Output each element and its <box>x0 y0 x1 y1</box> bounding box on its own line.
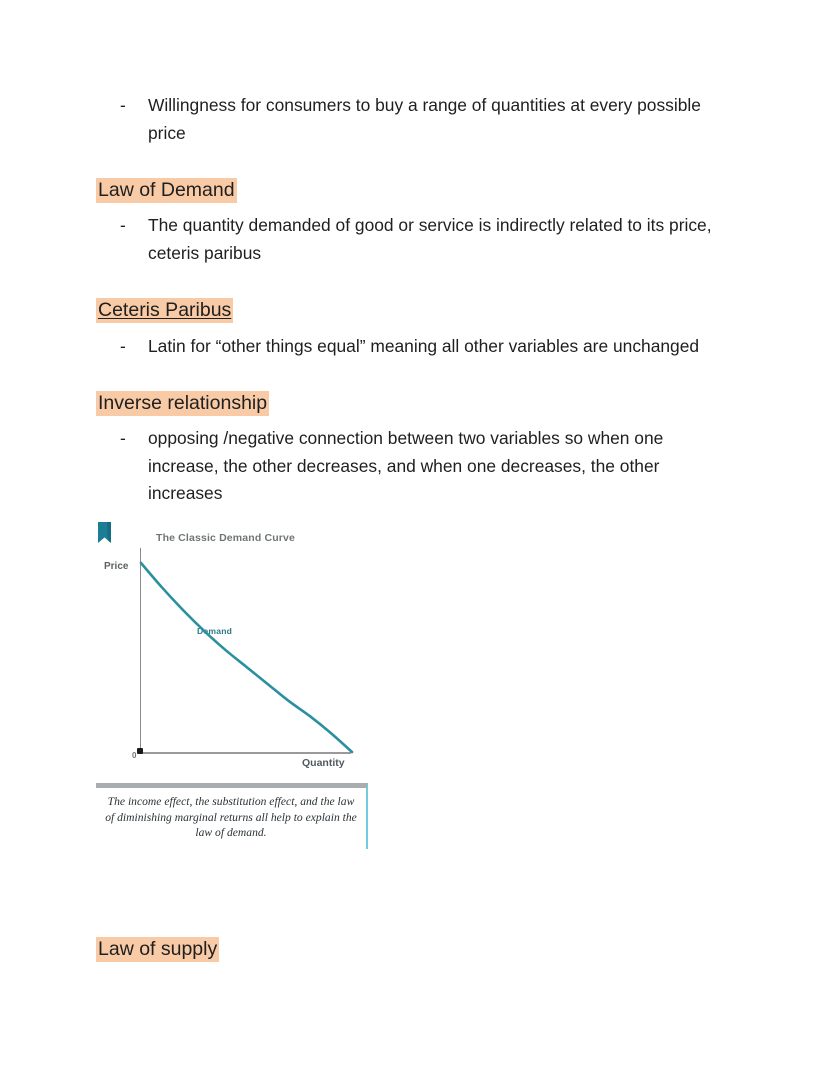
bookmark-icon <box>97 522 112 544</box>
y-axis-label: Price <box>104 561 129 572</box>
demand-curve-line <box>141 563 352 752</box>
bullet-marker: - <box>120 95 126 115</box>
bullet-list-ceteris-paribus <box>96 333 732 361</box>
trailing-heading-wrapper <box>96 936 596 962</box>
spacer <box>96 360 732 390</box>
demand-curve-annotation: Demand <box>197 626 233 636</box>
heading-text: Inverse relationship <box>98 392 268 415</box>
bullet-marker: - <box>120 428 126 449</box>
bullet-marker: - <box>120 215 126 236</box>
list-item <box>96 212 732 267</box>
chart-canvas <box>96 521 368 775</box>
list-item-text: opposing /negative connection between two variables so when one increase, the other decreases, and when one decreases, the other increases <box>148 428 664 504</box>
notes-content <box>96 92 732 508</box>
figure-caption-box <box>96 783 368 849</box>
spacer <box>96 324 732 333</box>
spacer <box>96 416 732 425</box>
heading-ceteris-paribus <box>96 297 732 323</box>
heading-law-of-demand <box>96 177 732 203</box>
chart-title: The Classic Demand Curve <box>156 532 295 544</box>
list-item-text: The quantity demanded of good or service is indirectly related to its price, ceteris paribus <box>148 215 712 263</box>
demand-curve-plot <box>96 521 368 775</box>
heading-law-of-supply <box>96 936 596 962</box>
list-item <box>96 425 732 508</box>
heading-text: Law of Demand <box>98 179 235 201</box>
list-item-text: Latin for “other things equal” meaning all other variables are unchanged <box>148 335 700 356</box>
heading-text: Ceteris Paribus <box>98 299 232 322</box>
list-item <box>96 333 732 361</box>
spacer <box>96 267 732 297</box>
x-axis-label: Quantity <box>302 757 345 769</box>
bullet-marker: - <box>120 335 126 356</box>
demand-curve-figure <box>96 521 368 849</box>
list-item-text: Willingness for consumers to buy a range of quantities at every possible price <box>148 95 701 143</box>
list-item <box>96 92 732 147</box>
spacer <box>96 147 732 177</box>
heading-text: Law of supply <box>98 938 218 960</box>
bullet-list-inverse-relationship <box>96 425 732 508</box>
bullet-list-intro <box>96 92 732 147</box>
heading-inverse-relationship <box>96 390 732 416</box>
bullet-list-law-of-demand <box>96 212 732 267</box>
origin-label: 0 <box>132 751 137 760</box>
spacer <box>96 203 732 212</box>
figure-caption: The income effect, the substitution effect, and the law of diminishing marginal returns all help to explain the law of demand. <box>105 795 357 839</box>
